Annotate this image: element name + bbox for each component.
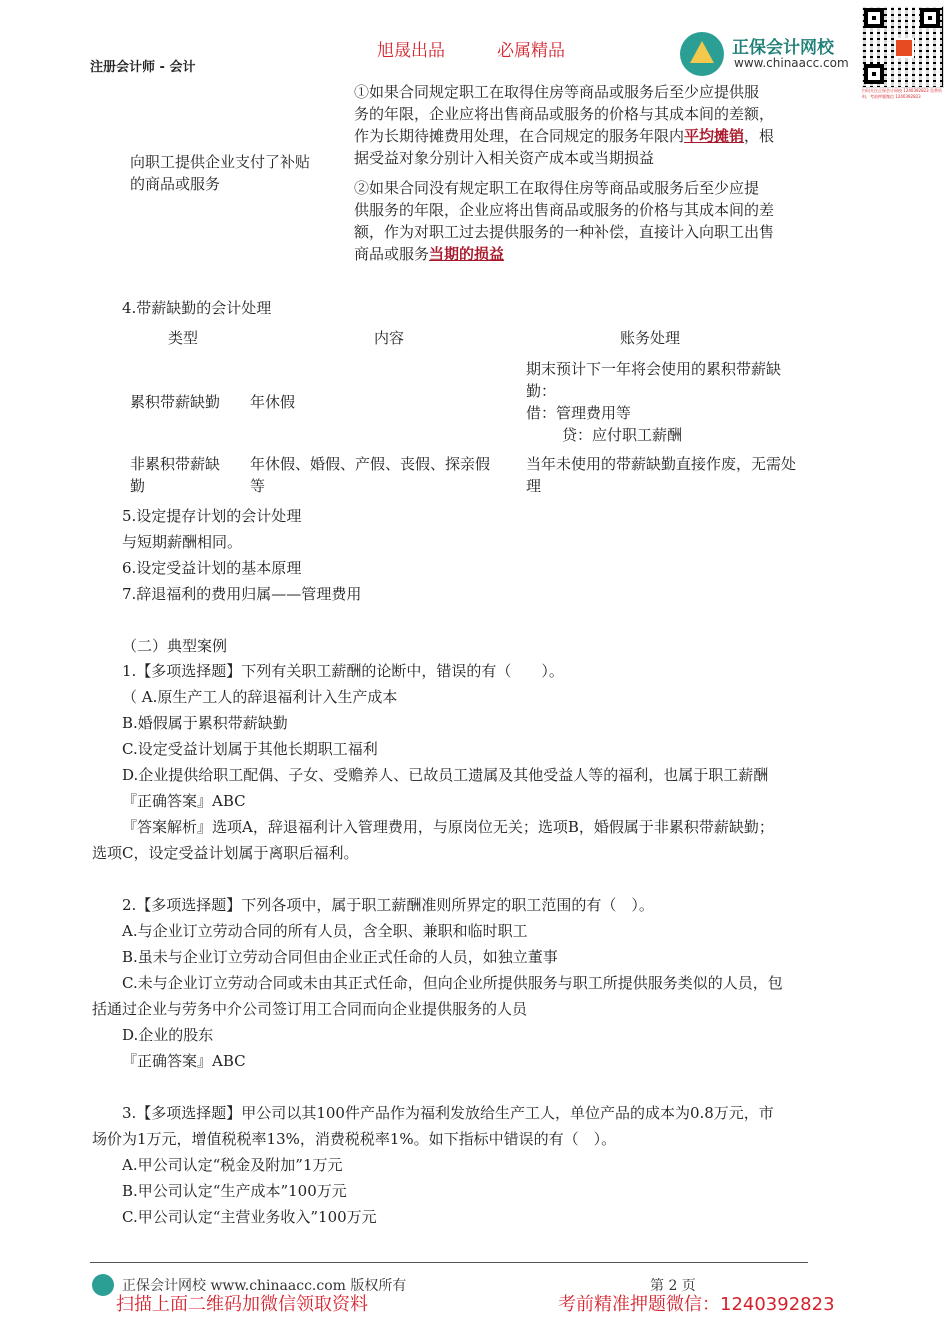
benefit-item1-line: 据受益对象分别计入相关资产成本或当期损益 <box>354 149 655 167</box>
q1-analysis-line: 选项C，设定受益计划属于离职后福利。 <box>92 844 359 862</box>
q2-option: 括通过企业与劳务中介公司签订用工合同而向企业提供服务的人员 <box>92 1000 528 1018</box>
logo-url: www.chinaacc.com <box>734 56 849 70</box>
q1-stem: 1.【多项选择题】下列有关职工薪酬的论断中，错误的有（ ）。 <box>122 662 564 680</box>
q2-option: A.与企业订立劳动合同的所有人员，含全职、兼职和临时职工 <box>122 922 528 940</box>
benefit-label-line: 的商品或服务 <box>130 175 221 193</box>
row1-type: 累积带薪缺勤 <box>130 393 221 411</box>
table-header-content: 内容 <box>374 329 405 347</box>
section-text: 与短期薪酬相同。 <box>122 533 243 551</box>
q3-stem-line: 3.【多项选择题】甲公司以其100件产品作为福利发放给生产工人，单位产品的成本为0.8万元，市 <box>122 1104 774 1122</box>
section-title: 5.设定提存计划的会计处理 <box>122 507 302 525</box>
section-title: 6.设定受益计划的基本原理 <box>122 559 302 577</box>
row1-entry-line: 借：管理费用等 <box>526 404 632 422</box>
qr-center-badge-icon <box>894 38 914 58</box>
benefit-item2-line: 额，作为对职工过去提供服务的一种补偿，直接计入向职工出售 <box>354 223 775 241</box>
benefit-item1-line <box>354 126 774 146</box>
row1-entry-line: 期末预计下一年将会使用的累积带薪缺 <box>526 360 782 378</box>
qr-finder-icon <box>864 64 884 84</box>
q2-option: B.虽未与企业订立劳动合同但由企业正式任命的人员，如独立董事 <box>122 948 558 966</box>
q1-option: （ A.原生产工人的辞退福利计入生产成本 <box>122 688 398 706</box>
q2-option: C.未与企业订立劳动合同或未由其正式任命，但向企业所提供服务与职工所提供服务类似的人员，包 <box>122 974 783 992</box>
benefit-item2-line: 供服务的年限，企业应将出售商品或服务的价格与其成本间的差 <box>354 201 775 219</box>
benefit-item1-text: 作为长期待摊费用处理，在合同规定的服务年限内 <box>354 127 685 145</box>
row2-content-line: 等 <box>250 477 266 495</box>
benefit-item1-line: ①如果合同规定职工在取得住房等商品或服务后至少应提供服 <box>354 83 760 101</box>
slogan-left: 旭晟出品 <box>377 41 445 61</box>
q3-option: B.甲公司认定“生产成本”100万元 <box>122 1182 347 1200</box>
chinaacc-logo-icon <box>680 32 724 76</box>
benefit-item2-line <box>354 244 504 264</box>
q1-answer: 『正确答案』ABC <box>122 792 246 810</box>
section-title: 4.带薪缺勤的会计处理 <box>122 299 272 317</box>
q2-answer: 『正确答案』ABC <box>122 1052 246 1070</box>
q3-option: A.甲公司认定“税金及附加”1万元 <box>122 1156 343 1174</box>
qr-finder-icon <box>920 8 940 28</box>
q2-stem: 2.【多项选择题】下列各项中，属于职工薪酬准则所界定的职工范围的有（ ）。 <box>122 896 654 914</box>
row1-entry-line: 勤： <box>526 382 557 400</box>
q1-analysis-line: 『答案解析』选项A，辞退福利计入管理费用，与原岗位无关；选项B，婚假属于非累积带薪缺勤； <box>122 818 774 836</box>
q3-stem-line: 场价为1万元，增值税税率13%，消费税税率1%。如下指标中错误的有（ ）。 <box>92 1130 617 1148</box>
slogan-right: 必属精品 <box>497 41 565 61</box>
q1-option: B.婚假属于累积带薪缺勤 <box>122 714 288 732</box>
footer-promo-right: 考前精准押题微信：1240392823 <box>558 1294 835 1315</box>
row2-entry-line: 当年未使用的带薪缺勤直接作废，无需处 <box>526 455 797 473</box>
row2-type-line: 勤 <box>130 477 146 495</box>
highlight-amortize: 平均摊销 <box>684 127 745 145</box>
q3-option: C.甲公司认定“主营业务收入”100万元 <box>122 1208 377 1226</box>
row2-entry-line: 理 <box>526 477 542 495</box>
footer-divider <box>90 1262 808 1263</box>
benefit-item2-text: 商品或服务 <box>354 245 430 263</box>
benefit-item1-tail: ，根 <box>744 127 775 145</box>
benefit-item1-line: 务的年限，企业应将出售商品或服务的价格与其成本间的差额， <box>354 105 775 123</box>
table-header-type: 类型 <box>168 329 199 347</box>
footer-copyright: 正保会计网校 www.chinaacc.com 版权所有 <box>122 1278 407 1294</box>
row1-entry-line: 贷：应付职工薪酬 <box>562 426 683 444</box>
exam-title: 注册会计师 - 会计 <box>90 60 196 75</box>
cases-title: （二）典型案例 <box>122 637 228 655</box>
highlight-current-pl: 当期的损益 <box>429 245 505 263</box>
table-header-entry: 账务处理 <box>620 329 681 347</box>
row1-content: 年休假 <box>250 393 296 411</box>
q1-option: D.企业提供给职工配偶、子女、受赡养人、已故员工遗属及其他受益人等的福利，也属于职工薪酬 <box>122 766 769 784</box>
qr-note: 扫码关注正保会计网校 1240392823 免费资料，考前押题微信 1240392823 <box>862 88 942 99</box>
logo-name: 正保会计网校 <box>732 38 834 58</box>
benefit-label-line: 向职工提供企业支付了补贴 <box>130 153 311 171</box>
page-number: 第 2 页 <box>650 1278 696 1294</box>
qr-finder-icon <box>864 8 884 28</box>
benefit-item2-line: ②如果合同没有规定职工在取得住房等商品或服务后至少应提 <box>354 179 760 197</box>
row2-type-line: 非累积带薪缺 <box>130 455 221 473</box>
footer-logo-icon <box>92 1274 114 1296</box>
section-title: 7.辞退福利的费用归属——管理费用 <box>122 585 362 603</box>
q2-option: D.企业的股东 <box>122 1026 214 1044</box>
row2-content-line: 年休假、婚假、产假、丧假、探亲假 <box>250 455 491 473</box>
q1-option: C.设定受益计划属于其他长期职工福利 <box>122 740 378 758</box>
footer-promo-left: 扫描上面二维码加微信领取资料 <box>116 1294 368 1315</box>
